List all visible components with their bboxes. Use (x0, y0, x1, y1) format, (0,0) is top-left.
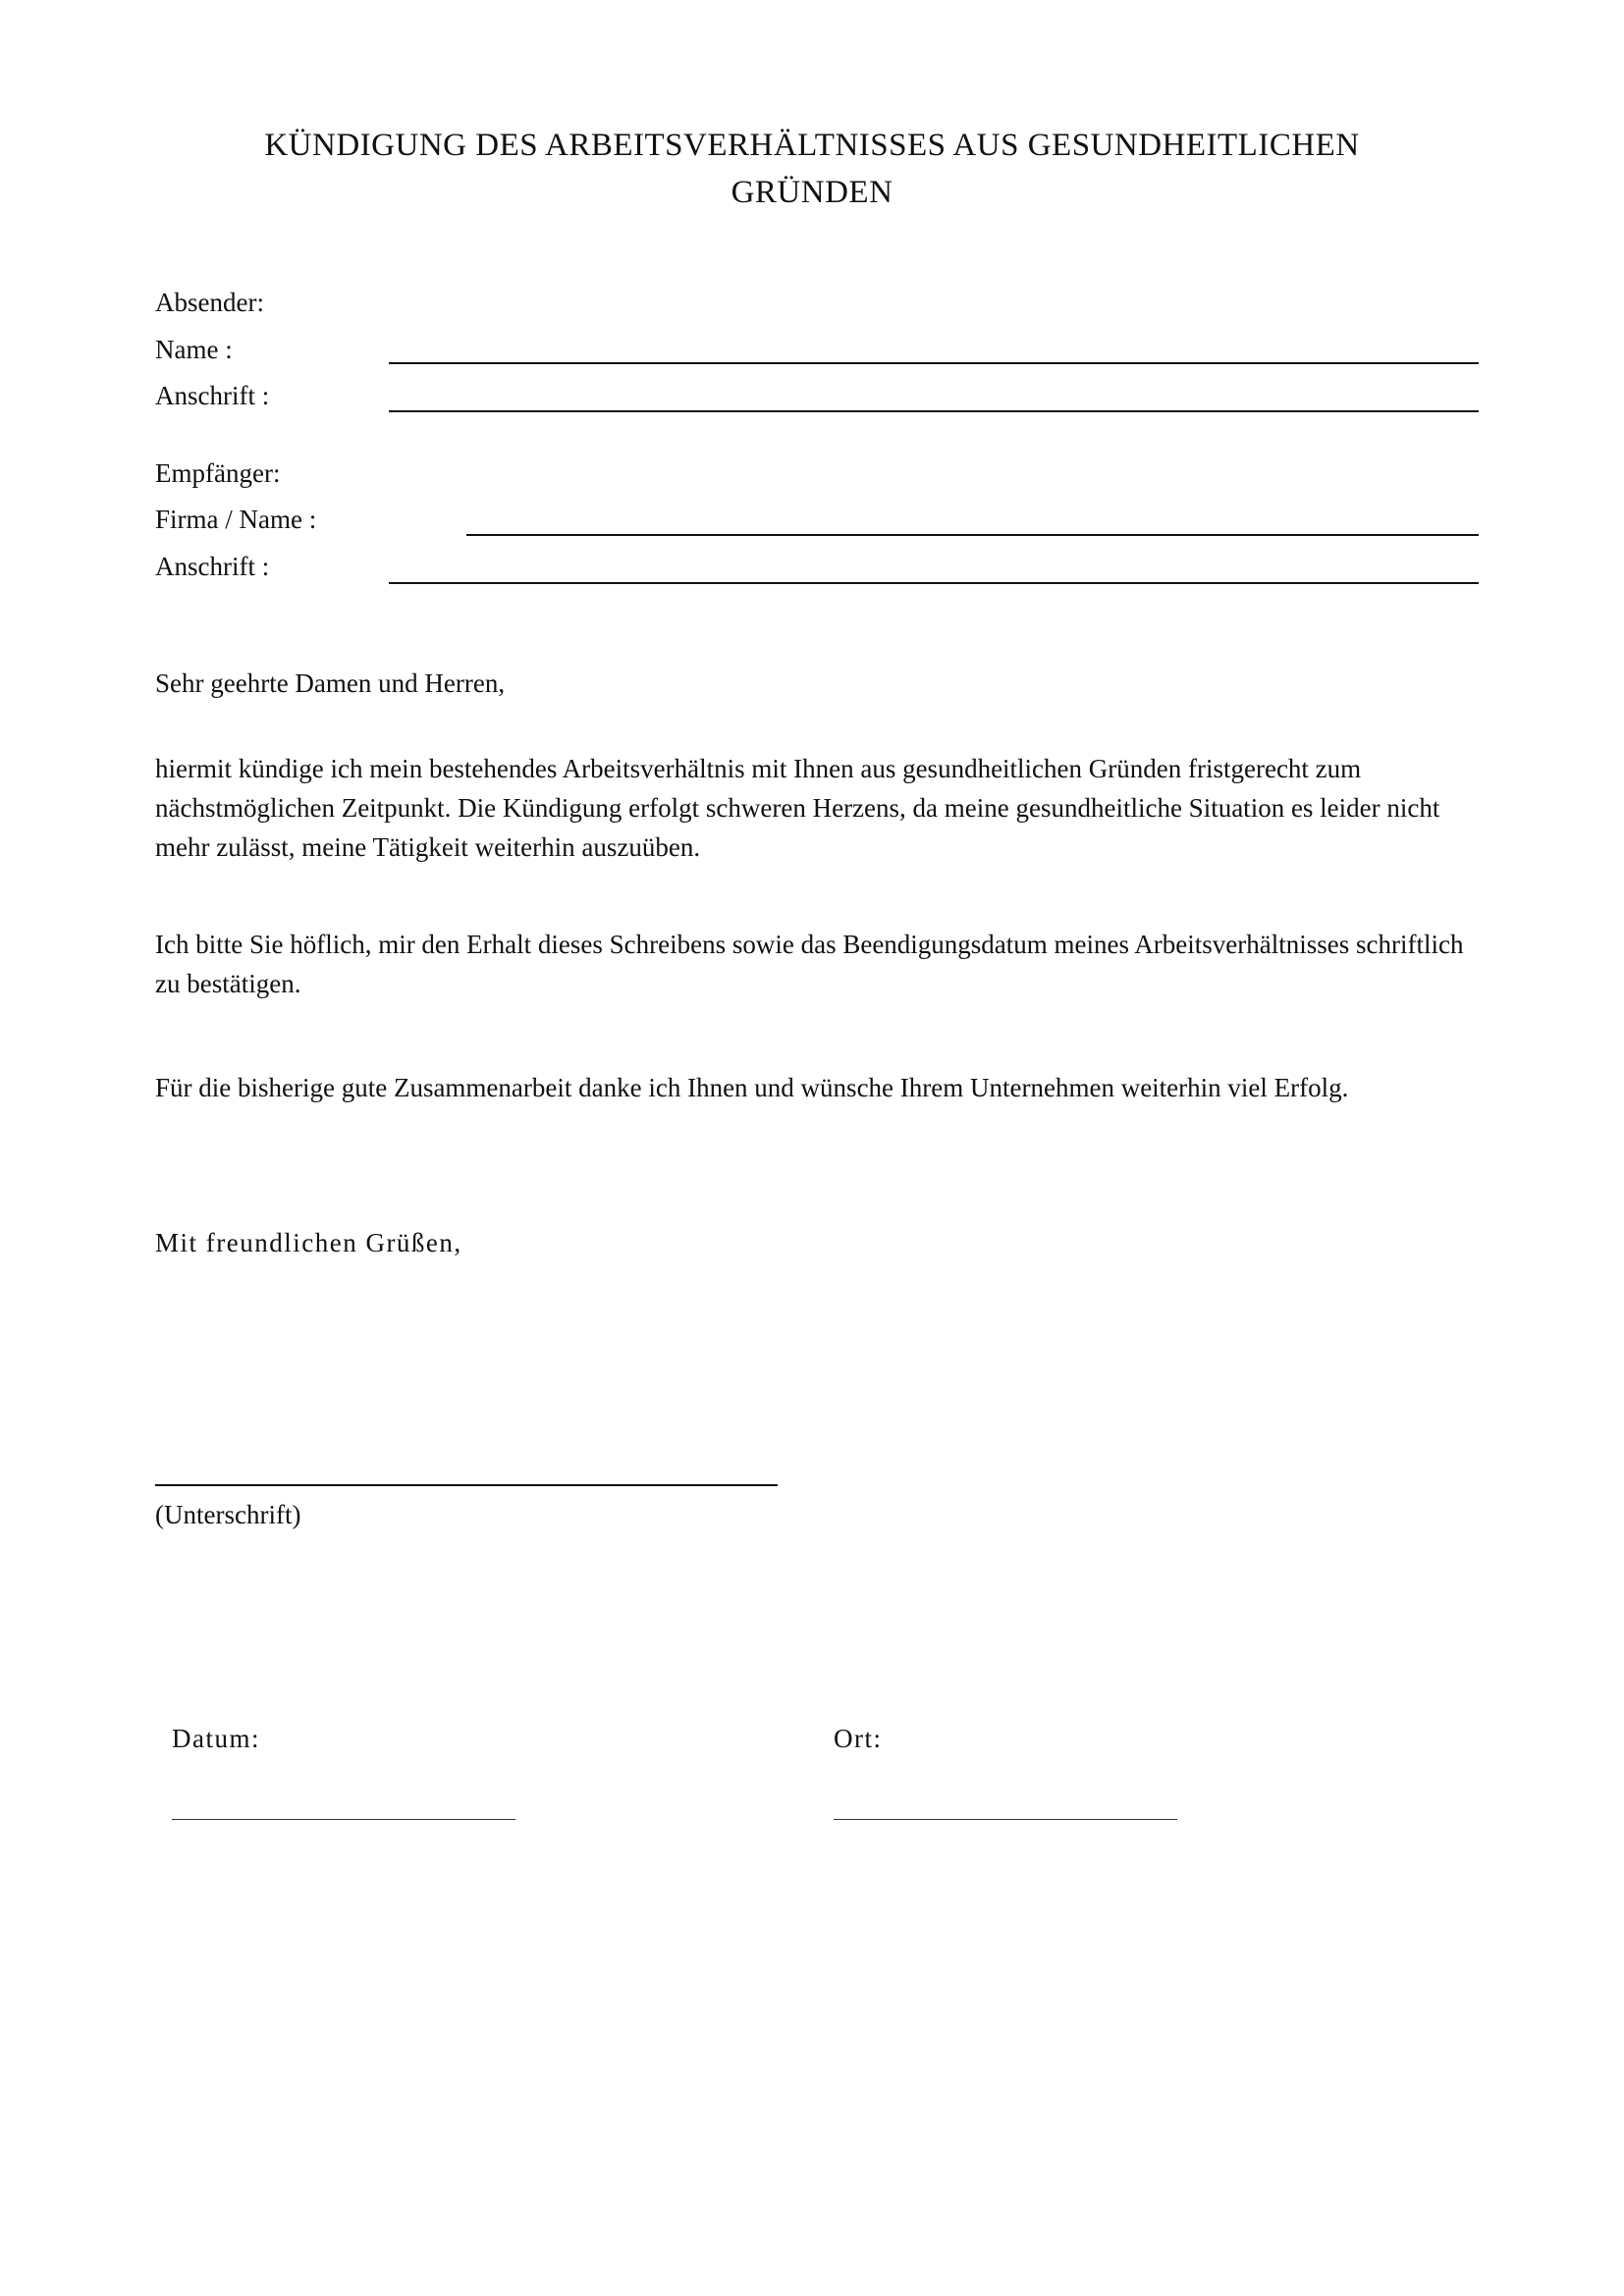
signature-label: (Unterschrift) (155, 1500, 301, 1529)
recipient-company-field[interactable] (466, 534, 1479, 536)
recipient-address-label: Anschrift : (155, 552, 270, 581)
date-label: Datum: (172, 1724, 260, 1753)
salutation: Sehr geehrte Damen und Herren, (155, 668, 506, 698)
sender-name-label: Name : (155, 335, 233, 364)
place-field[interactable] (834, 1819, 1177, 1820)
place-label: Ort: (834, 1724, 883, 1753)
sender-name-field[interactable] (389, 362, 1479, 364)
recipient-address-field[interactable] (389, 582, 1479, 584)
sender-heading: Absender: (155, 288, 264, 317)
date-field[interactable] (172, 1819, 515, 1820)
signature-line[interactable] (155, 1484, 778, 1486)
body-paragraph-3: Für die bisherige gute Zusammenarbeit danke ich Ihnen und wünsche Ihrem Unternehmen weiterhin viel Erfolg. (155, 1073, 1349, 1102)
body-paragraph-1: hiermit kündige ich mein bestehendes Arbeitsverhältnis mit Ihnen aus gesundheitlichen Gründen fristgerecht zum nächstmöglichen Zeitpunkt. Die Kündigung erfolgt schweren Herzens, da meine gesundheitliche Situation es leider nicht mehr zulässt, meine Tätigkeit weiterhin auszuüben. (155, 754, 1440, 862)
sender-address-field[interactable] (389, 410, 1479, 412)
sender-address-label: Anschrift : (155, 381, 270, 410)
closing: Mit freundlichen Grüßen, (155, 1228, 462, 1257)
document-title: KÜNDIGUNG DES ARBEITSVERHÄLTNISSES AUS GESUNDHEITLICHEN GRÜNDEN (264, 128, 1360, 210)
body-paragraph-2: Ich bitte Sie höflich, mir den Erhalt dieses Schreibens sowie das Beendigungsdatum meines Arbeitsverhältnisses schriftlich zu bestätigen. (155, 930, 1464, 998)
recipient-company-label: Firma / Name : (155, 505, 317, 534)
recipient-heading: Empfänger: (155, 458, 281, 488)
